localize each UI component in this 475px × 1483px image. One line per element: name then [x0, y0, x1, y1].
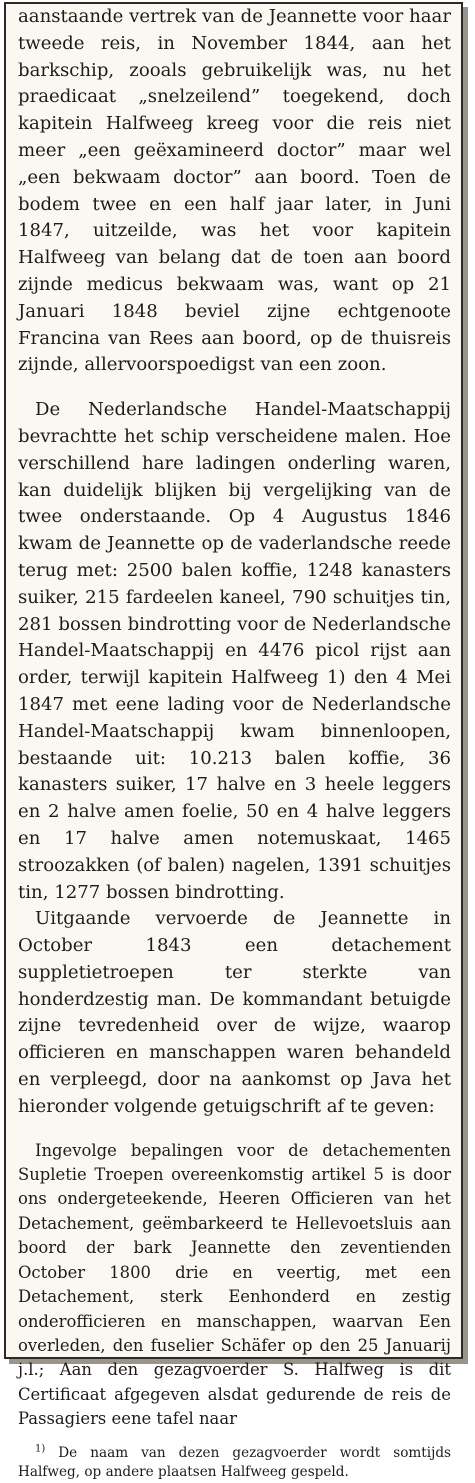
document-body	[18, 4, 451, 1483]
paragraph-certificate: Ingevolge bepalingen voor de detachementen Supletie Troepen overeenkomstig artikel 5 is door ons ondergeteekende, Heeren Officieren van het Detachement, geëmbarkeerd te Hellevoetsluis aan boord der bark Jeannette den zeventienden October 1800 drie en veertig, met een Detachement, sterk Eenhonderd en zestig onderofficieren en manschappen, waarvan Een overleden, den fuselier Schäfer op den 25 Januarij j.l.; Aan den gezagvoerder S. Halfweg is dit Certificaat afgegeven alsdat gedurende de reis de Passagiers eene tafel naar	[18, 1140, 451, 1429]
footnote	[18, 1444, 451, 1483]
page-frame	[4, 2, 463, 1481]
paragraph-cargo: De Nederlandsche Handel-Maatschappij bevrachtte het schip verscheidene malen. Hoe verschillend hare ladingen onderling waren, kan duidelijk blijken bij vergelijking van de twee onderstaande. Op 4 Augustus 1846 kwam de Jeannette op de vaderlandsche reede terug met: 2500 balen koffie, 1248 kanasters suiker, 215 fardeelen kaneel, 790 schuitjes tin, 281 bossen bindrotting voor de Nederlandsche Handel-Maatschappij en 4476 picol rijst aan order, terwijl kapitein Halfweeg 1) den 4 Mei 1847 met eene lading voor de Nederlandsche Handel-Maatschappij kwam binnenloopen, bestaande uit: 10.213 balen koffie, 36 kanasters suiker, 17 halve en 3 heele leggers en 2 halve amen foelie, 50 en 4 halve leggers en 17 halve amen notemuskaat, 1465 stroozakken (of balen) nagelen, 1391 schuitjes tin, 1277 bossen bindrotting.	[18, 399, 451, 903]
footnote-text: De naam van dezen gezagvoerder wordt somtijds Halfweg, op andere plaatsen Halfweeg gespeld.	[18, 1444, 451, 1481]
paragraph-voyage: aanstaande vertrek van de Jeannette voor haar tweede reis, in November 1844, aan het barkschip, zooals gebruikelijk was, nu het praedicaat „snelzeilend” toegekend, doch kapitein Halfweeg kreeg voor die reis niet meer „een geëxamineerd doctor” maar wel „een bekwaam doctor” aan boord. Toen de bodem twee en een half jaar later, in Juni 1847, uitzeilde, was het voor kapitein Halfweeg van belang dat de toen aan boord zijnde medicus bekwaam was, want op 21 Januari 1848 beviel zijne echtgenoote Francina van Rees aan boord, op de thuisreis zijnde, allervoorspoedigst van een zoon.	[18, 6, 451, 376]
footnote-marker: 1)	[35, 1443, 46, 1455]
paragraph-troops: Uitgaande vervoerde de Jeannette in October 1843 een detachement suppletietroepen ter sterkte van honderdzestig man. De kommandant betuigde zijne tevredenheid over de wijze, waarop officieren en manschappen waren behandeld en verpleegd, door na aankomst op Java het hieronder volgende getuigschrift af te geven:	[18, 908, 451, 1117]
